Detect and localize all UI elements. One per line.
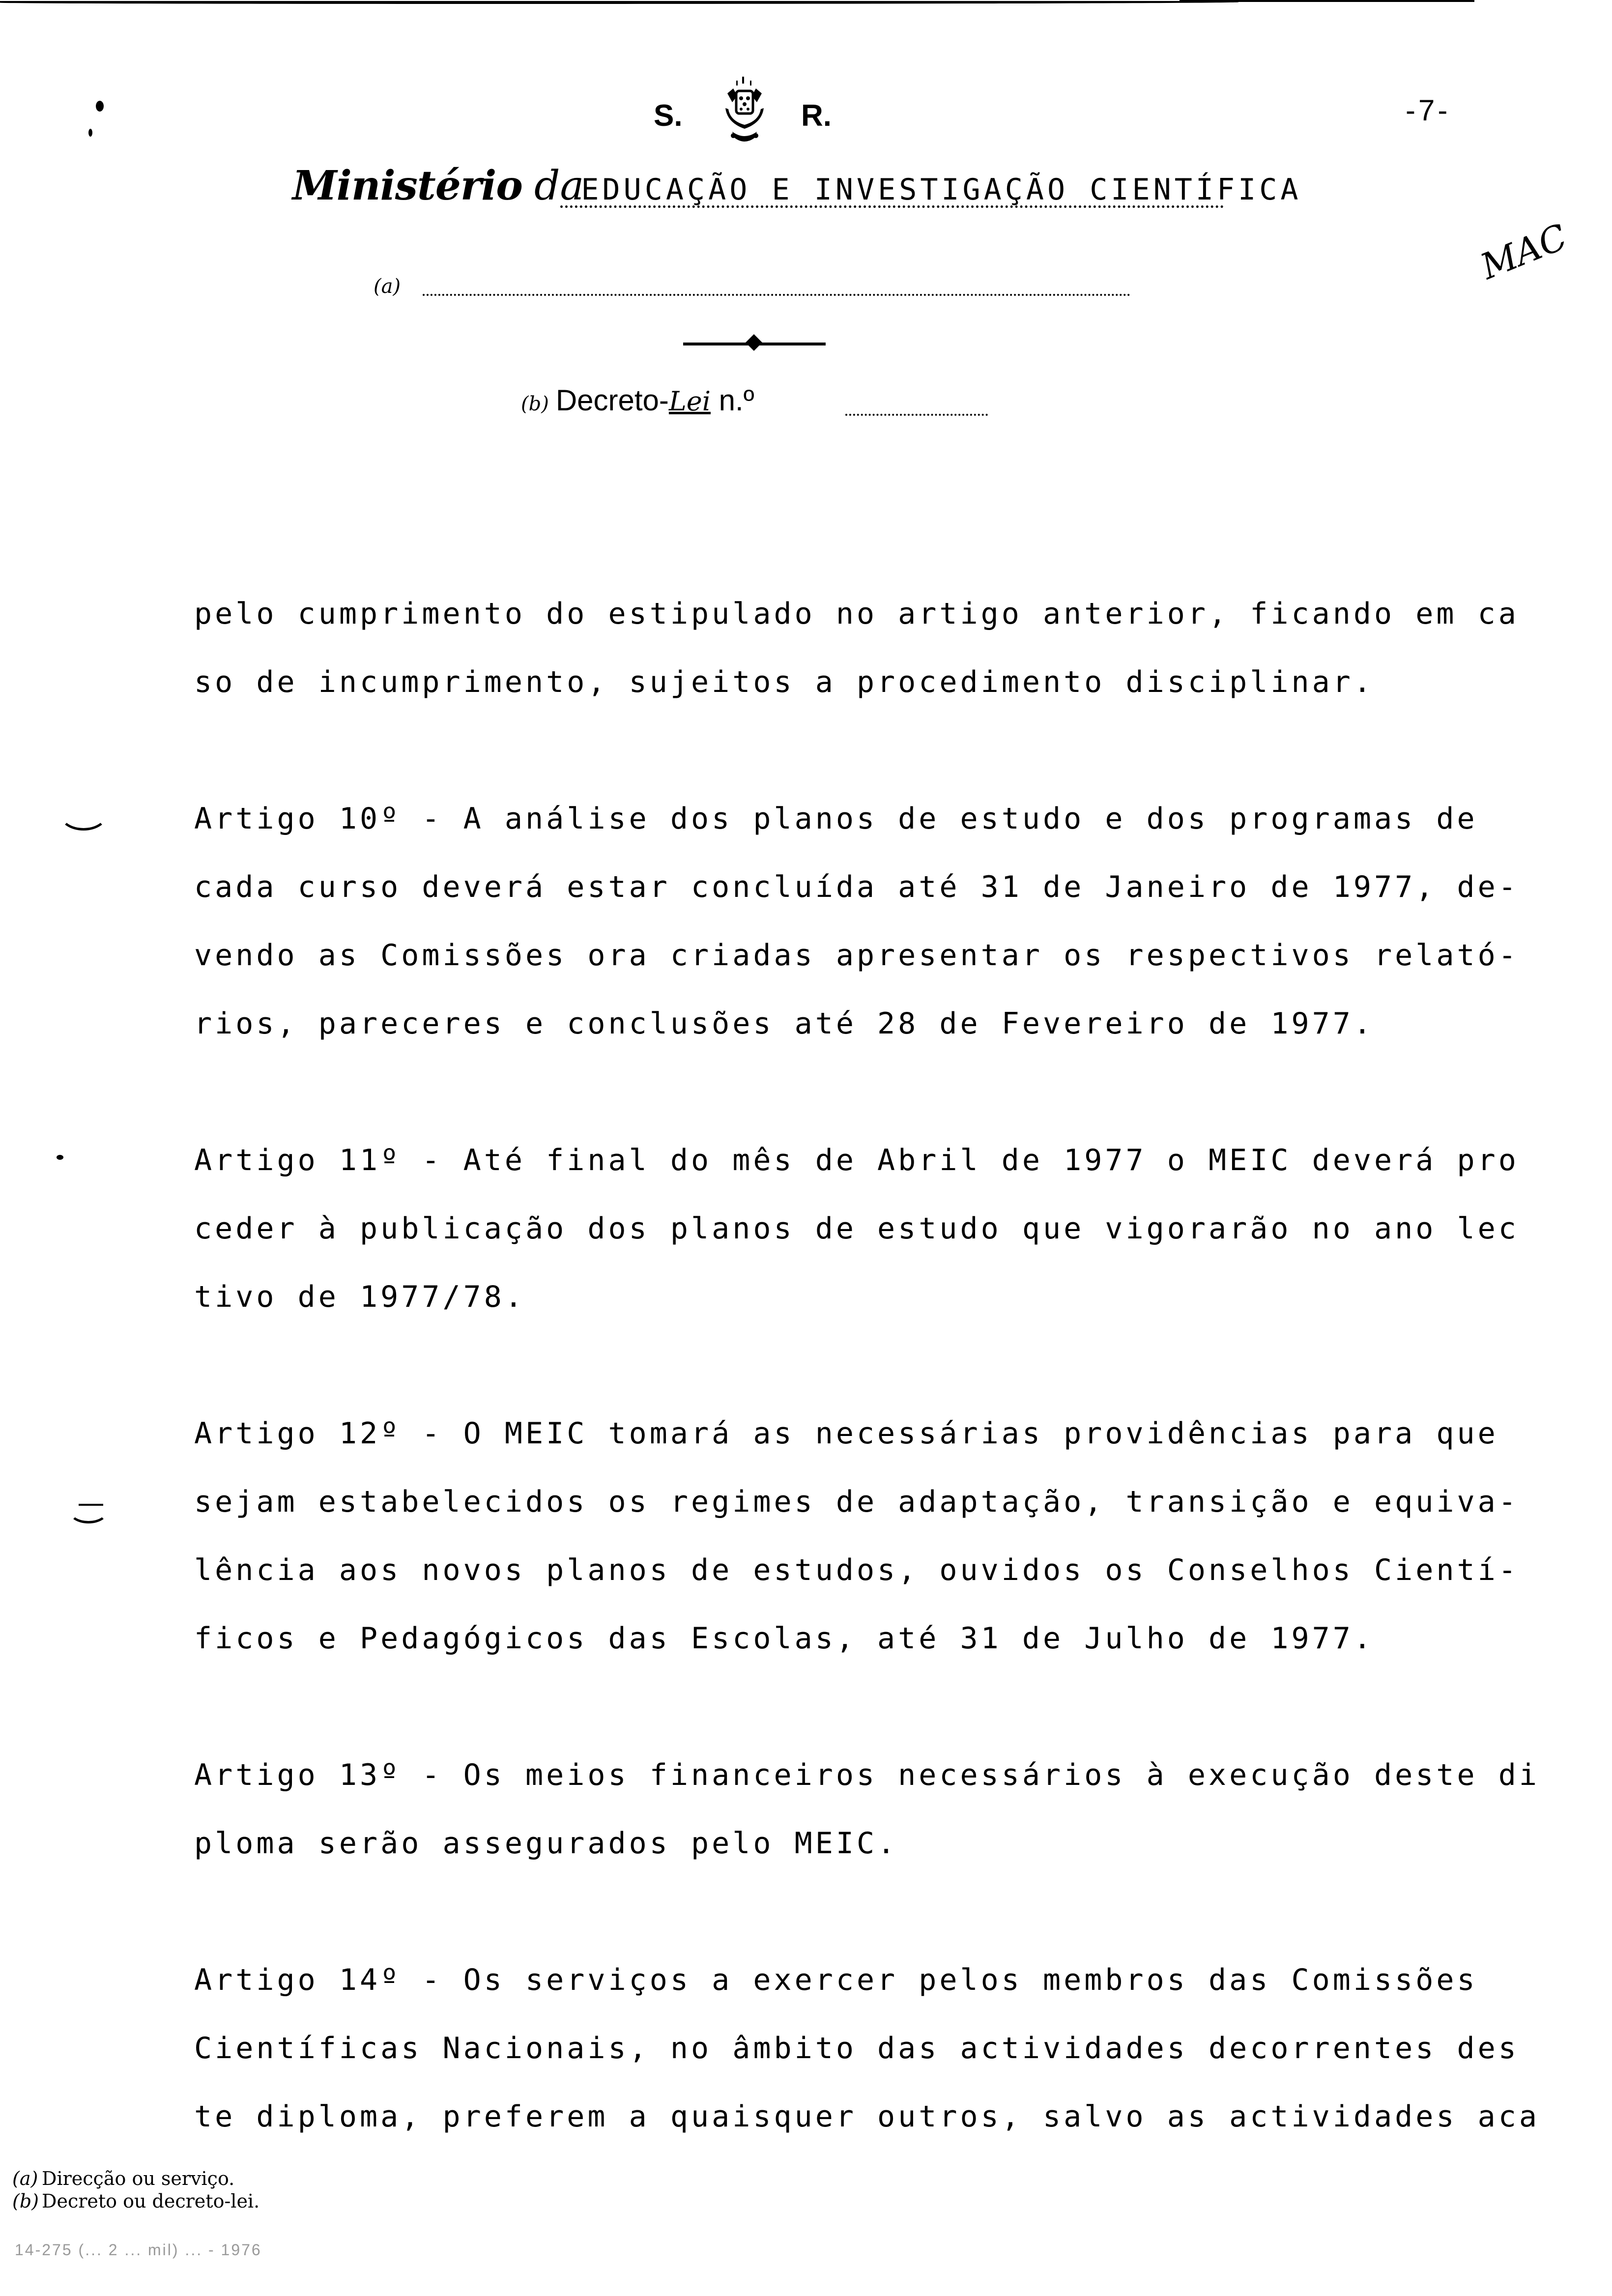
paragraph-gap [194,1058,1492,1126]
letterhead-emblem [654,74,860,147]
footnote-b [12,2190,259,2212]
diamond-icon [746,334,762,351]
footnote-key: (b) [12,2190,39,2212]
body-line: Artigo 14º - Os serviços a exercer pelos membros das Comissões [194,1963,1478,1997]
decree-number-dotted-line [845,414,988,416]
decree-heading [521,383,754,417]
paragraph-gap [194,1331,1492,1400]
body-line: rios, pareceres e conclusões até 28 de Fevereiro de 1977. [194,1006,1375,1041]
ministry-prefix: Ministério [292,162,522,209]
body-line: Artigo 10º - A análise dos planos de estudo e dos programas de [194,802,1478,836]
letterhead-initial-r: R. [801,99,832,133]
body-line: ceder à publicação dos planos de estudo que vigorarão no ano lec [194,1211,1519,1246]
footnote-text: Direcção ou serviço. [42,2168,235,2189]
body-line: Artigo 11º - Até final do mês de Abril de 1977 o MEIC deverá pro [194,1143,1519,1177]
footnote-text: Decreto ou decreto-lei. [42,2190,260,2212]
field-a-dotted-line [423,294,1130,296]
punch-hole-mark [59,796,108,831]
coat-of-arms-icon [708,74,781,147]
body-line: pelo cumprimento do estipulado no artigo anterior, ficando em ca [194,597,1519,631]
handwritten-annotation: MAC [1474,216,1573,287]
margin-speck [57,1155,63,1160]
letterhead-initial-s: S. [654,99,683,133]
ministry-heading [292,162,1302,209]
decree-marker: (b) [521,393,549,415]
body-line: vendo as Comissões ora criadas apresentar os respectivos relató- [194,938,1519,973]
margin-speck [88,129,92,137]
body-line: Científicas Nacionais, no âmbito das actividades decorrentes des [194,2031,1519,2066]
divider-ornament [683,337,826,351]
body-line: te diploma, preferem a quaisquer outros, salvo as actividades aca [194,2099,1540,2134]
document-body [194,580,1540,2151]
punch-hole-mark [79,1504,103,1511]
body-line: lência aos novos planos de estudos, ouvidos os Conselhos Cientí- [194,1553,1519,1587]
page-number: -7- [1406,94,1451,127]
decree-lei-handwritten: Lei [668,386,711,417]
field-a-label: (a) [374,275,401,298]
footnote-a [12,2167,259,2190]
ministry-connector: da [534,163,584,209]
ministry-name: EDUCAÇÃO E INVESTIGAÇÃO CIENTÍFICA [581,172,1302,207]
body-line: tivo de 1977/78. [194,1280,525,1314]
ministry-dotted-line [560,205,1224,208]
paragraph-gap [194,1878,1492,1946]
printer-code: 14-275 (... 2 ... mil) ... - 1976 [15,2241,262,2259]
paragraph-gap [194,717,1492,785]
punch-hole-mark [69,1499,108,1523]
top-edge-rule [0,1,1238,4]
margin-speck [96,101,104,112]
body-line: ficos e Pedagógicos das Escolas, até 31 de Julho de 1977. [194,1621,1375,1656]
body-line: cada curso deverá estar concluída até 31 de Janeiro de 1977, de- [194,870,1519,904]
decree-number-label: n.º [719,384,754,417]
paragraph-gap [194,1673,1492,1741]
body-line: ploma serão assegurados pelo MEIC. [194,1826,898,1861]
top-edge-rule [1180,0,1474,2]
body-line: sejam estabelecidos os regimes de adaptação, transição e equiva- [194,1485,1519,1519]
body-line: Artigo 12º - O MEIC tomará as necessárias providências para que [194,1416,1498,1451]
decree-word: Decreto- [555,384,669,417]
footnotes [12,2167,259,2212]
body-line: Artigo 13º - Os meios financeiros necessários à execução deste di [194,1758,1540,1792]
body-line: so de incumprimento, sujeitos a procedimento disciplinar. [194,665,1375,699]
footnote-key: (a) [12,2168,38,2189]
